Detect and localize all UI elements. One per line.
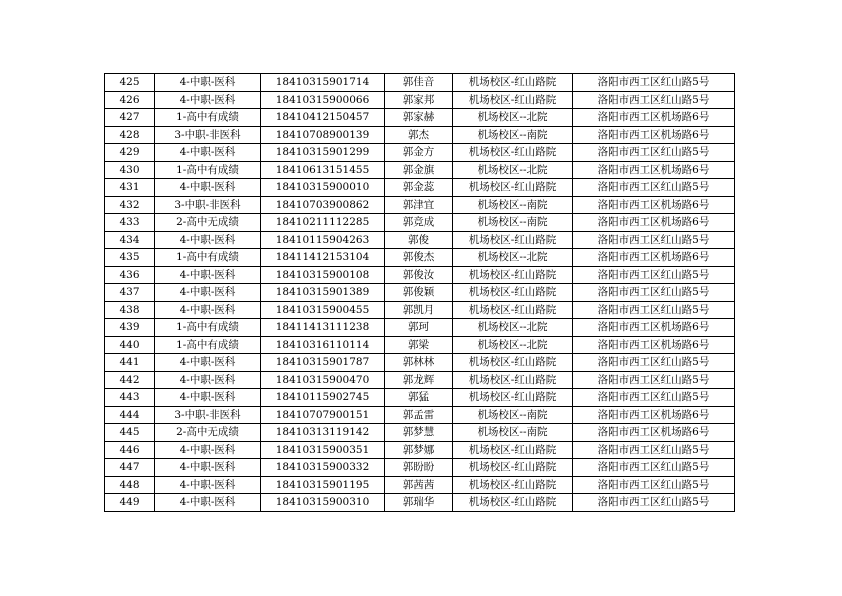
category-cell: 4-中职-医科 [155,494,261,512]
exam-id-cell: 18410708900139 [261,126,385,144]
campus-cell: 机场校区--南院 [453,424,573,442]
address-cell: 洛阳市西工区机场路6号 [573,161,735,179]
category-cell: 4-中职-医科 [155,266,261,284]
table-row [105,266,735,284]
exam-id-cell: 18410315901787 [261,354,385,372]
student-name-cell: 郭梁 [385,336,453,354]
exam-id-cell: 18410315901389 [261,284,385,302]
table-row [105,214,735,232]
campus-cell: 机场校区--南院 [453,126,573,144]
category-cell: 2-高中无成绩 [155,424,261,442]
exam-id-cell: 18410412150457 [261,109,385,127]
student-name-cell: 郭盼盼 [385,459,453,477]
roster-table [104,73,735,512]
table-row [105,371,735,389]
row-number-cell: 442 [105,371,155,389]
category-cell: 1-高中有成绩 [155,319,261,337]
row-number-cell: 440 [105,336,155,354]
address-cell: 洛阳市西工区红山路5号 [573,284,735,302]
student-name-cell: 郭梦慧 [385,424,453,442]
table-row [105,179,735,197]
table-row [105,231,735,249]
table-row [105,406,735,424]
table-row [105,476,735,494]
row-number-cell: 434 [105,231,155,249]
category-cell: 1-高中有成绩 [155,336,261,354]
row-number-cell: 431 [105,179,155,197]
campus-cell: 机场校区-红山路院 [453,389,573,407]
student-name-cell: 郭家赫 [385,109,453,127]
exam-id-cell: 18410315900470 [261,371,385,389]
exam-id-cell: 18410316110114 [261,336,385,354]
table-row [105,441,735,459]
row-number-cell: 444 [105,406,155,424]
exam-id-cell: 18410315901195 [261,476,385,494]
row-number-cell: 428 [105,126,155,144]
row-number-cell: 433 [105,214,155,232]
student-name-cell: 郭俊颖 [385,284,453,302]
address-cell: 洛阳市西工区红山路5号 [573,231,735,249]
category-cell: 4-中职-医科 [155,91,261,109]
table-row [105,109,735,127]
row-number-cell: 425 [105,74,155,92]
row-number-cell: 449 [105,494,155,512]
campus-cell: 机场校区--北院 [453,319,573,337]
campus-cell: 机场校区-红山路院 [453,284,573,302]
student-name-cell: 郭孟雷 [385,406,453,424]
campus-cell: 机场校区-红山路院 [453,494,573,512]
category-cell: 4-中职-医科 [155,284,261,302]
row-number-cell: 443 [105,389,155,407]
exam-id-cell: 18410315900108 [261,266,385,284]
student-name-cell: 郭金方 [385,144,453,162]
row-number-cell: 429 [105,144,155,162]
address-cell: 洛阳市西工区机场路6号 [573,406,735,424]
address-cell: 洛阳市西工区机场路6号 [573,424,735,442]
address-cell: 洛阳市西工区红山路5号 [573,494,735,512]
campus-cell: 机场校区-红山路院 [453,371,573,389]
campus-cell: 机场校区-红山路院 [453,354,573,372]
row-number-cell: 426 [105,91,155,109]
student-name-cell: 郭金蕊 [385,179,453,197]
row-number-cell: 435 [105,249,155,267]
category-cell: 3-中职-非医科 [155,406,261,424]
address-cell: 洛阳市西工区红山路5号 [573,476,735,494]
address-cell: 洛阳市西工区红山路5号 [573,354,735,372]
campus-cell: 机场校区-红山路院 [453,476,573,494]
table-row [105,144,735,162]
student-name-cell: 郭龙辉 [385,371,453,389]
table-row [105,494,735,512]
campus-cell: 机场校区-红山路院 [453,266,573,284]
address-cell: 洛阳市西工区红山路5号 [573,144,735,162]
category-cell: 1-高中有成绩 [155,161,261,179]
address-cell: 洛阳市西工区红山路5号 [573,266,735,284]
row-number-cell: 446 [105,441,155,459]
category-cell: 4-中职-医科 [155,476,261,494]
student-name-cell: 郭凯月 [385,301,453,319]
category-cell: 4-中职-医科 [155,371,261,389]
category-cell: 1-高中有成绩 [155,249,261,267]
campus-cell: 机场校区-红山路院 [453,441,573,459]
exam-id-cell: 18411413111238 [261,319,385,337]
campus-cell: 机场校区--南院 [453,406,573,424]
campus-cell: 机场校区--北院 [453,161,573,179]
campus-cell: 机场校区--北院 [453,109,573,127]
student-name-cell: 郭茜茜 [385,476,453,494]
category-cell: 4-中职-医科 [155,74,261,92]
campus-cell: 机场校区--北院 [453,336,573,354]
category-cell: 4-中职-医科 [155,231,261,249]
exam-id-cell: 18410313119142 [261,424,385,442]
category-cell: 3-中职-非医科 [155,196,261,214]
table-row [105,74,735,92]
address-cell: 洛阳市西工区机场路6号 [573,109,735,127]
address-cell: 洛阳市西工区机场路6号 [573,336,735,354]
student-name-cell: 郭瑞华 [385,494,453,512]
address-cell: 洛阳市西工区红山路5号 [573,459,735,477]
address-cell: 洛阳市西工区红山路5号 [573,389,735,407]
exam-id-cell: 18410115902745 [261,389,385,407]
table-row [105,459,735,477]
category-cell: 4-中职-医科 [155,354,261,372]
exam-id-cell: 18410315900332 [261,459,385,477]
address-cell: 洛阳市西工区红山路5号 [573,91,735,109]
student-name-cell: 郭林林 [385,354,453,372]
campus-cell: 机场校区--南院 [453,214,573,232]
row-number-cell: 427 [105,109,155,127]
table-row [105,284,735,302]
campus-cell: 机场校区-红山路院 [453,74,573,92]
exam-id-cell: 18410703900862 [261,196,385,214]
category-cell: 4-中职-医科 [155,389,261,407]
category-cell: 4-中职-医科 [155,459,261,477]
row-number-cell: 432 [105,196,155,214]
campus-cell: 机场校区-红山路院 [453,144,573,162]
row-number-cell: 439 [105,319,155,337]
campus-cell: 机场校区-红山路院 [453,179,573,197]
campus-cell: 机场校区--北院 [453,249,573,267]
exam-id-cell: 18410115904263 [261,231,385,249]
table-row [105,424,735,442]
student-name-cell: 郭佳音 [385,74,453,92]
address-cell: 洛阳市西工区红山路5号 [573,179,735,197]
address-cell: 洛阳市西工区红山路5号 [573,74,735,92]
category-cell: 2-高中无成绩 [155,214,261,232]
category-cell: 3-中职-非医科 [155,126,261,144]
row-number-cell: 438 [105,301,155,319]
student-name-cell: 郭金旗 [385,161,453,179]
address-cell: 洛阳市西工区机场路6号 [573,319,735,337]
exam-id-cell: 18410211112285 [261,214,385,232]
roster-table-body [105,74,735,512]
campus-cell: 机场校区-红山路院 [453,301,573,319]
category-cell: 1-高中有成绩 [155,109,261,127]
row-number-cell: 437 [105,284,155,302]
table-row [105,196,735,214]
row-number-cell: 441 [105,354,155,372]
exam-id-cell: 18410315900010 [261,179,385,197]
exam-id-cell: 18410315901714 [261,74,385,92]
campus-cell: 机场校区-红山路院 [453,231,573,249]
row-number-cell: 447 [105,459,155,477]
exam-id-cell: 18410707900151 [261,406,385,424]
exam-id-cell: 18410315900351 [261,441,385,459]
table-row [105,389,735,407]
exam-id-cell: 18410315900310 [261,494,385,512]
category-cell: 4-中职-医科 [155,441,261,459]
address-cell: 洛阳市西工区红山路5号 [573,301,735,319]
table-row [105,161,735,179]
address-cell: 洛阳市西工区红山路5号 [573,371,735,389]
table-row [105,301,735,319]
address-cell: 洛阳市西工区机场路6号 [573,249,735,267]
table-row [105,319,735,337]
category-cell: 4-中职-医科 [155,301,261,319]
exam-id-cell: 18410315900455 [261,301,385,319]
table-row [105,91,735,109]
student-name-cell: 郭俊杰 [385,249,453,267]
row-number-cell: 445 [105,424,155,442]
row-number-cell: 448 [105,476,155,494]
exam-id-cell: 18411412153104 [261,249,385,267]
campus-cell: 机场校区-红山路院 [453,91,573,109]
address-cell: 洛阳市西工区机场路6号 [573,214,735,232]
address-cell: 洛阳市西工区红山路5号 [573,441,735,459]
student-name-cell: 郭珂 [385,319,453,337]
row-number-cell: 436 [105,266,155,284]
category-cell: 4-中职-医科 [155,179,261,197]
table-row [105,354,735,372]
student-name-cell: 郭家邦 [385,91,453,109]
student-name-cell: 郭猛 [385,389,453,407]
exam-id-cell: 18410613151455 [261,161,385,179]
exam-id-cell: 18410315900066 [261,91,385,109]
student-name-cell: 郭俊汝 [385,266,453,284]
table-row [105,336,735,354]
student-name-cell: 郭杰 [385,126,453,144]
student-name-cell: 郭梦娜 [385,441,453,459]
table-row [105,126,735,144]
student-name-cell: 郭俊 [385,231,453,249]
address-cell: 洛阳市西工区机场路6号 [573,126,735,144]
student-name-cell: 郭津宜 [385,196,453,214]
campus-cell: 机场校区--南院 [453,196,573,214]
row-number-cell: 430 [105,161,155,179]
address-cell: 洛阳市西工区机场路6号 [573,196,735,214]
exam-id-cell: 18410315901299 [261,144,385,162]
student-name-cell: 郭竞成 [385,214,453,232]
category-cell: 4-中职-医科 [155,144,261,162]
campus-cell: 机场校区-红山路院 [453,459,573,477]
table-row [105,249,735,267]
